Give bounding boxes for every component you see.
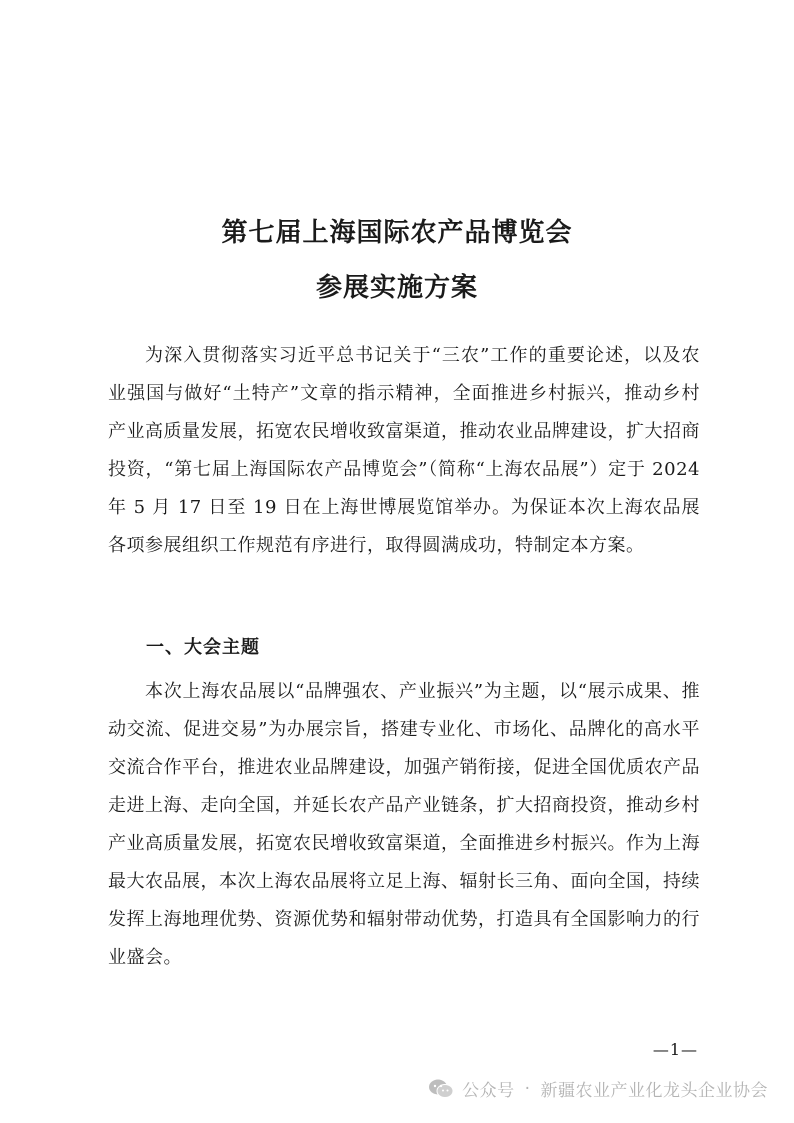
- section1-paragraph: 本次上海农品展以“品牌强农、产业振兴”为主题，以“展示成果、推动交流、促进交易”为办展宗旨，搭建专业化、市场化、品牌化的高水平交流合作平台，推进农业品牌建设，加强产销衔接，促进全国优质农产品走进上海、走向全国，并延长农产品产业链条，扩大招商投资，推动乡村产业高质量发展，拓宽农民增收致富渠道，全面推进乡村振兴。作为上海最大农品展，本次上海农品展将立足上海、辐射长三角、面向全国，持续发挥上海地理优势、资源优势和辐射带动优势，打造具有全国影响力的行业盛会。: [108, 681, 700, 968]
- section1-heading: 一、大会主题: [146, 637, 260, 658]
- watermark: [428, 1076, 768, 1101]
- wechat-icon: [428, 1078, 454, 1100]
- watermark-label: 公众号: [462, 1081, 515, 1101]
- page-number: —1—: [652, 1040, 698, 1059]
- document-title-line2: 参展实施方案: [315, 272, 478, 303]
- intro-paragraph: 为深入贯彻落实习近平总书记关于“三农”工作的重要论述，以及农业强国与做好“土特产”文章的指示精神，全面推进乡村振兴，推动乡村产业高质量发展，拓宽农民增收致富渠道，推动农业品牌建设，扩大招商投资，“第七届上海国际农产品博览会”（简称“上海农品展”）定于 2024 年 5 月 17 日至 19 日在上海世博展览馆举办。为保证本次上海农品展各项参展组织工作规范有序进行，取得圆满成功，特制定本方案。: [108, 345, 700, 556]
- document-title-line1: 第七届上海国际农产品博览会: [221, 218, 573, 249]
- watermark-separator: ·: [524, 1078, 531, 1099]
- watermark-account: 新疆农业产业化龙头企业协会: [540, 1081, 768, 1101]
